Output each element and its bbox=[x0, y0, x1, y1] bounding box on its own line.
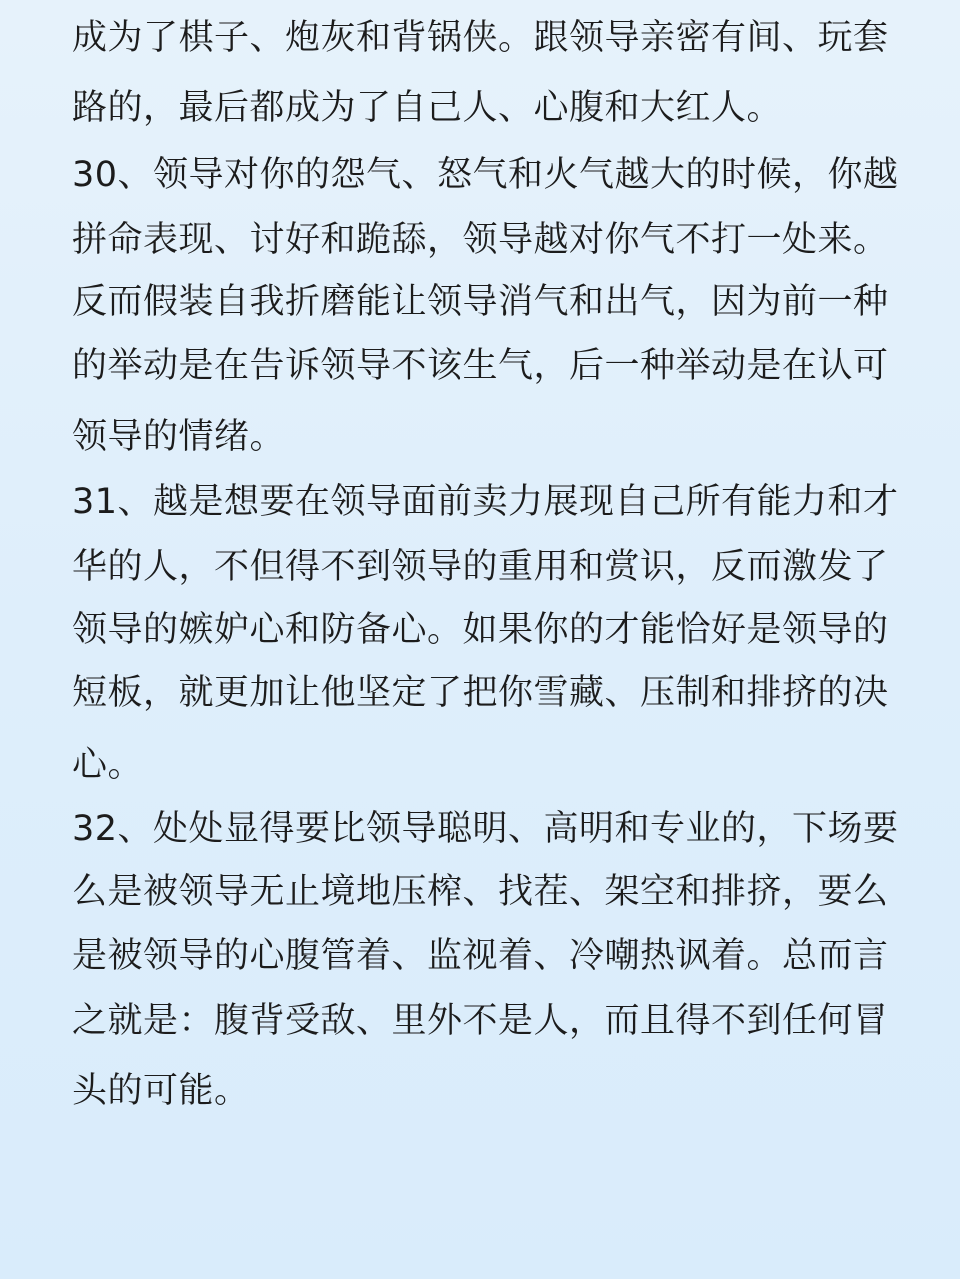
text-line: 拼命表现、讨好和跪舔，领导越对你气不打一处来。 bbox=[72, 220, 889, 260]
text-line: 领导的嫉妒心和防备心。如果你的才能恰好是领导的 bbox=[72, 610, 889, 650]
text-line: 短板，就更加让他坚定了把你雪藏、压制和排挤的决 bbox=[72, 673, 889, 713]
text-line: 31、越是想要在领导面前卖力展现自己所有能力和才 bbox=[72, 482, 899, 522]
text-line: 反而假装自我折磨能让领导消气和出气，因为前一种 bbox=[72, 282, 889, 322]
text-line: 32、处处显得要比领导聪明、高明和专业的，下场要 bbox=[72, 809, 899, 849]
text-line: 30、领导对你的怨气、怒气和火气越大的时候，你越 bbox=[72, 155, 899, 195]
text-line: 华的人，不但得不到领导的重用和赏识，反而激发了 bbox=[72, 547, 889, 587]
text-line: 之就是：腹背受敌、里外不是人，而且得不到任何冒 bbox=[72, 1001, 889, 1041]
text-line: 心。 bbox=[72, 745, 144, 785]
text-line: 路的，最后都成为了自己人、心腹和大红人。 bbox=[72, 88, 783, 128]
text-line: 是被领导的心腹管着、监视着、冷嘲热讽着。总而言 bbox=[72, 936, 889, 976]
text-line: 头的可能。 bbox=[72, 1071, 250, 1111]
text-line: 么是被领导无止境地压榨、找茬、架空和排挤，要么 bbox=[72, 872, 889, 912]
text-line: 的举动是在告诉领导不该生气，后一种举动是在认可 bbox=[72, 346, 889, 386]
text-line: 成为了棋子、炮灰和背锅侠。跟领导亲密有间、玩套 bbox=[72, 18, 889, 58]
text-line: 领导的情绪。 bbox=[72, 417, 286, 457]
